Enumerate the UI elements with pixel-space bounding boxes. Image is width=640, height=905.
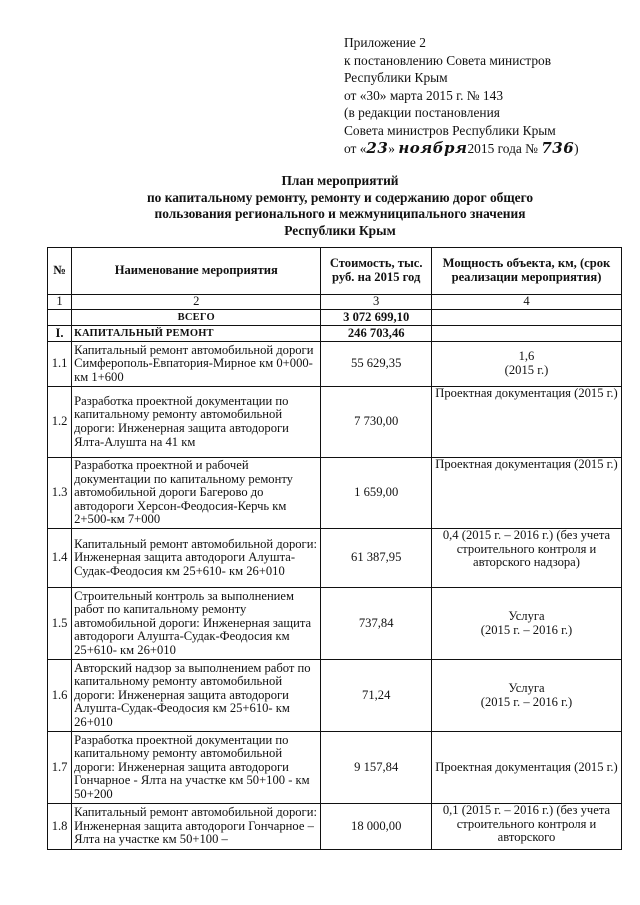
section-cost: 246 703,46 (321, 326, 432, 342)
title-line: по капитальному ремонту, ремонту и содержанию дорог общего (146, 189, 534, 205)
section-label: КАПИТАЛЬНЫЙ РЕМОНТ (72, 326, 321, 342)
header-line: к постановлению Совета министров (344, 52, 552, 68)
row-name: Разработка проектной и рабочей документации по капитальному ремонту автомобильной дороги Багерово до автодороги Херсон-Феодосия-Керчь км 2+500-км 7+000 (72, 458, 321, 529)
header-line: Приложение 2 (344, 35, 426, 50)
row-capacity: 1,6 (2015 г.) (431, 342, 621, 387)
total-label: ВСЕГО (72, 310, 321, 326)
row-capacity: Услуга (2015 г. – 2016 г.) (431, 588, 621, 660)
title-line: План мероприятий (281, 173, 399, 188)
row-cost: 55 629,35 (321, 342, 432, 387)
total-row (48, 310, 622, 326)
header-number: № (48, 248, 72, 295)
total-cost: 3 072 699,10 (321, 310, 432, 326)
row-name: Разработка проектной документации по капитальному ремонту автомобильной дороги: Инженерная защита автодороги Гончарное - Ялта на участке км 50+100 - км 50+200 (72, 732, 321, 804)
table-row (48, 732, 622, 804)
row-number: 1.7 (48, 732, 72, 804)
handwritten-month: ноября (398, 138, 468, 157)
column-number: 3 (321, 295, 432, 310)
header-line: Совета министров Республики Крым (344, 122, 556, 138)
row-capacity: 0,1 (2015 г. – 2016 г.) (без учета строительного контроля и авторского (431, 804, 621, 850)
row-number: 1.4 (48, 529, 72, 588)
table-row (48, 660, 622, 732)
table-row (48, 342, 622, 387)
row-cost: 7 730,00 (321, 387, 432, 458)
row-number: 1.3 (48, 458, 72, 529)
appendix-header (344, 34, 634, 157)
row-cost: 71,24 (321, 660, 432, 732)
row-cost: 1 659,00 (321, 458, 432, 529)
handwritten-number: 736 (541, 138, 575, 157)
section-number: I. (48, 326, 72, 342)
header-capacity: Мощность объекта, км, (срок реализации мероприятия) (431, 248, 621, 295)
row-number: 1.8 (48, 804, 72, 850)
table-row (48, 588, 622, 660)
row-name: Авторский надзор за выполнением работ по капитальному ремонту автомобильной дороги: Инженерная защита автодороги Алушта-Судак-Феодосия км 25+610- км 26+010 (72, 660, 321, 732)
row-cost: 61 387,95 (321, 529, 432, 588)
header-cost: Стоимость, тыс. руб. на 2015 год (321, 248, 432, 295)
row-name: Капитальный ремонт автомобильной дороги: Инженерная защита автодороги Гончарное – Ялта на участке км 50+100 – (72, 804, 321, 850)
row-capacity: 0,4 (2015 г. – 2016 г.) (без учета строительного контроля и авторского надзора) (431, 529, 621, 588)
header-line: Республики Крым (344, 70, 448, 86)
header-line: от «30» марта 2015 г. № 143 (344, 87, 504, 103)
title-line: Республики Крым (284, 222, 396, 238)
section-row (48, 326, 622, 342)
column-number: 4 (431, 295, 621, 310)
row-name: Разработка проектной документации по капитальному ремонту автомобильной дороги: Инженерная защита автодороги Ялта-Алушта на 41 км (72, 387, 321, 458)
header-date-line: от «23» ноября2015 года № 736) (344, 138, 579, 157)
table-row (48, 387, 622, 458)
row-capacity: Проектная документация (2015 г.) (431, 458, 621, 529)
table-header-row (48, 248, 622, 295)
row-capacity: Услуга (2015 г. – 2016 г.) (431, 660, 621, 732)
row-number: 1.5 (48, 588, 72, 660)
plan-table (47, 247, 622, 850)
header-name: Наименование мероприятия (72, 248, 321, 295)
row-number: 1.1 (48, 342, 72, 387)
row-cost: 9 157,84 (321, 732, 432, 804)
table-row (48, 804, 622, 850)
row-capacity: Проектная документация (2015 г.) (431, 387, 621, 458)
row-name: Строительный контроль за выполнением работ по капитальному ремонту автомобильной дороги: Инженерная защита автодороги Алушта-Судак-Феодосия км 25+610- км 26+010 (72, 588, 321, 660)
column-number: 2 (72, 295, 321, 310)
row-number: 1.6 (48, 660, 72, 732)
handwritten-day: 23 (366, 138, 389, 157)
row-number: 1.2 (48, 387, 72, 458)
column-number-row (48, 295, 622, 310)
row-capacity: Проектная документация (2015 г.) (431, 732, 621, 804)
title-line: пользования регионального и межмуниципального значения (154, 206, 526, 221)
column-number: 1 (48, 295, 72, 310)
document-title (60, 173, 620, 239)
header-line: (в редакции постановления (344, 105, 500, 121)
table-row (48, 529, 622, 588)
row-cost: 737,84 (321, 588, 432, 660)
table-row (48, 458, 622, 529)
row-cost: 18 000,00 (321, 804, 432, 850)
row-name: Капитальный ремонт автомобильной дороги: Инженерная защита автодороги Алушта-Судак-Феодосия км 25+610- км 26+010 (72, 529, 321, 588)
row-name: Капитальный ремонт автомобильной дороги Симферополь-Евпатория-Мирное км 0+000-км 1+600 (72, 342, 321, 387)
